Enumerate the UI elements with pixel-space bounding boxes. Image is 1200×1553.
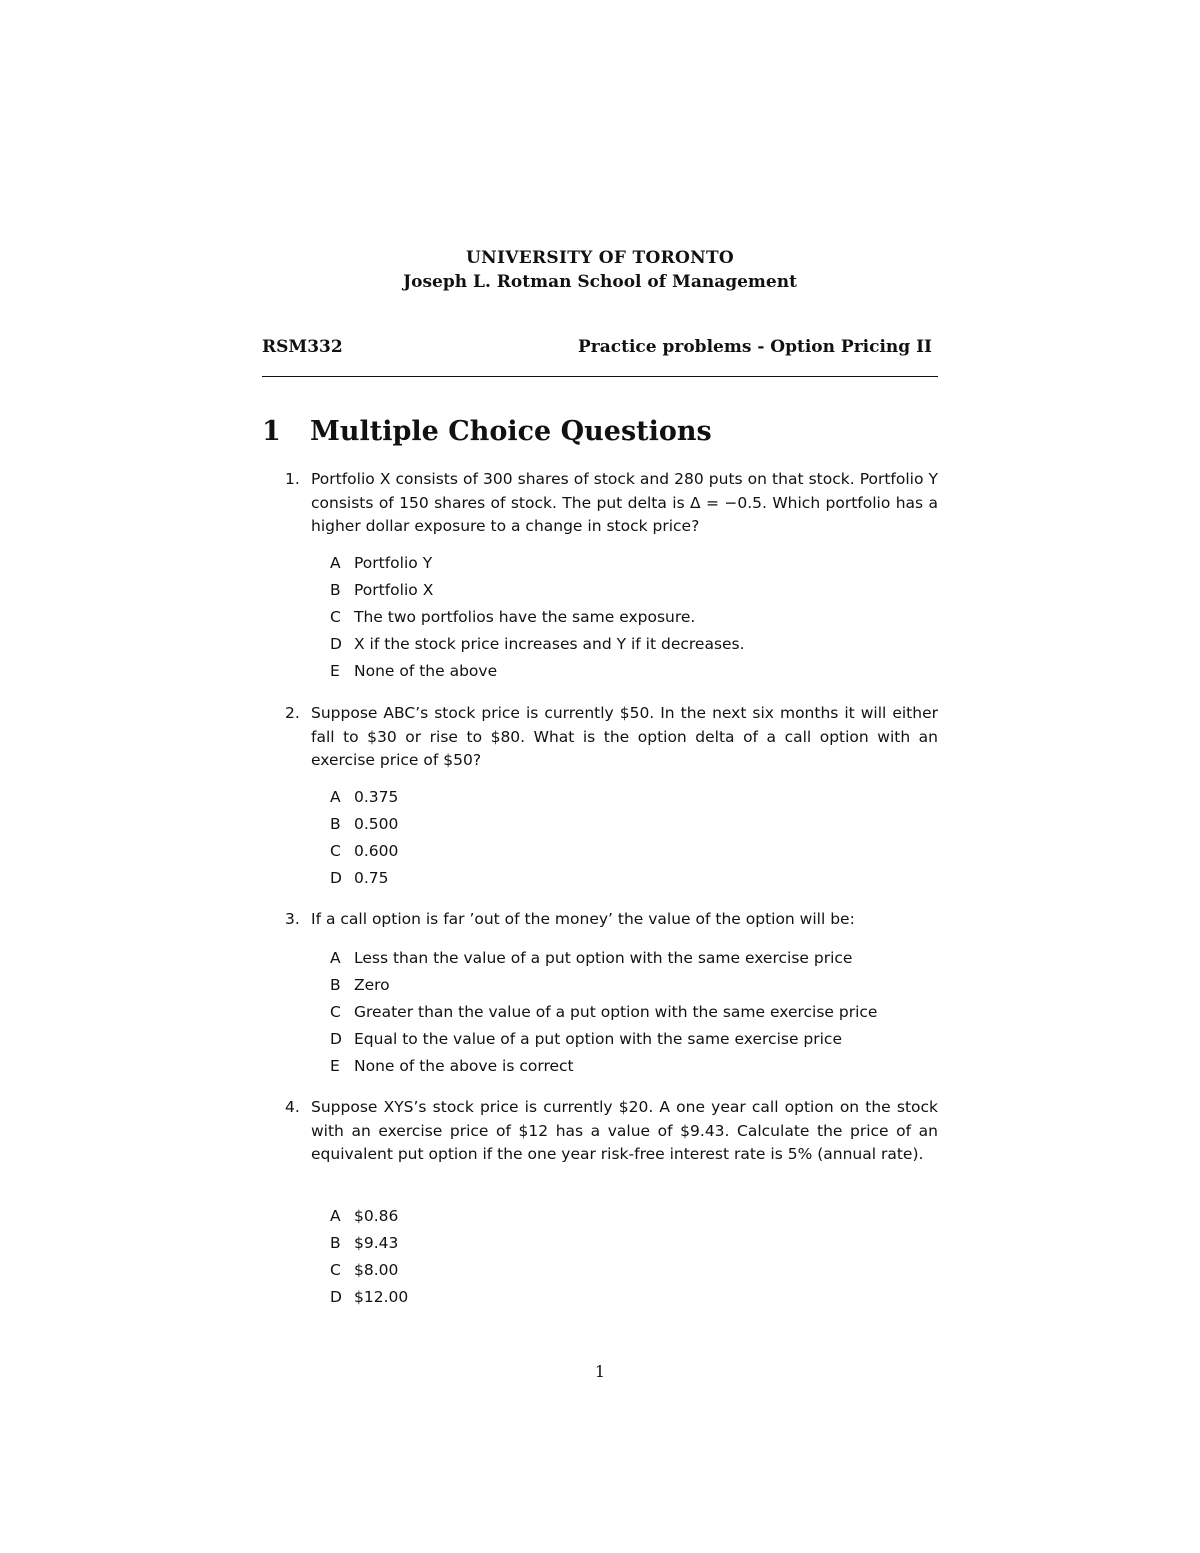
option-letter: C <box>330 1261 341 1279</box>
question-text: Suppose XYS’s stock price is currently $20. A one year call option on the stock with an exercise price of $12 has a value of $9.43. Calculate the price of an equivalent put option if the one year risk-free interest rate is 5% (annual rate). <box>311 1098 938 1163</box>
option-letter: D <box>330 869 342 887</box>
option-text: None of the above is correct <box>354 1057 574 1075</box>
option-item <box>330 1053 877 1080</box>
question-text: Suppose ABC’s stock price is currently $50. In the next six months it will either fall to $30 or rise to $80. What is the option delta of a call option with an exercise price of $50? <box>311 704 938 769</box>
question-4 <box>285 1096 938 1167</box>
question-number: 3. <box>285 910 300 928</box>
section-heading <box>262 414 712 450</box>
question-3 <box>285 908 938 932</box>
option-item <box>330 999 877 1026</box>
option-text: 0.375 <box>354 788 399 806</box>
option-item <box>330 838 398 865</box>
question-3-options <box>330 945 877 1080</box>
option-item <box>330 631 745 658</box>
course-code: RSM332 <box>262 337 343 357</box>
question-2 <box>285 702 938 773</box>
option-letter: A <box>330 949 341 967</box>
question-number: 4. <box>285 1098 300 1116</box>
option-text: 0.75 <box>354 869 389 887</box>
option-text: 0.500 <box>354 815 399 833</box>
page-number: 1 <box>594 1362 606 1381</box>
option-item <box>330 1284 408 1311</box>
option-text: Zero <box>354 976 390 994</box>
option-text: Portfolio Y <box>354 554 433 572</box>
option-item <box>330 811 398 838</box>
course-row <box>262 337 938 361</box>
option-letter: C <box>330 1003 341 1021</box>
option-text: Equal to the value of a put option with the same exercise price <box>354 1030 842 1048</box>
option-letter: B <box>330 976 341 994</box>
option-item <box>330 1026 877 1053</box>
document-title: Practice problems - Option Pricing II <box>578 337 932 357</box>
option-item <box>330 1203 408 1230</box>
option-letter: B <box>330 581 341 599</box>
option-text: The two portfolios have the same exposure. <box>354 608 696 626</box>
option-text: $8.00 <box>354 1261 399 1279</box>
question-number: 1. <box>285 470 300 488</box>
question-4-options <box>330 1203 408 1311</box>
section-title: Multiple Choice Questions <box>310 416 712 447</box>
option-text: 0.600 <box>354 842 399 860</box>
option-letter: C <box>330 608 341 626</box>
option-letter: A <box>330 788 341 806</box>
question-1-options <box>330 550 745 685</box>
question-text: Portfolio X consists of 300 shares of stock and 280 puts on that stock. Portfolio Y consists of 150 shares of stock. The put delta is Δ = −0.5. Which portfolio has a higher dollar exposure to a change in stock price? <box>311 470 938 535</box>
option-text: $12.00 <box>354 1288 409 1306</box>
university-name: UNIVERSITY OF TORONTO <box>465 248 734 268</box>
question-1 <box>285 468 938 539</box>
question-text: If a call option is far ’out of the money’ the value of the option will be: <box>311 910 855 928</box>
question-number: 2. <box>285 704 300 722</box>
option-text: $9.43 <box>354 1234 399 1252</box>
option-item <box>330 658 745 685</box>
option-text: $0.86 <box>354 1207 399 1225</box>
option-letter: D <box>330 635 342 653</box>
option-letter: A <box>330 554 341 572</box>
option-text: Portfolio X <box>354 581 434 599</box>
option-letter: E <box>330 1057 340 1075</box>
school-name: Joseph L. Rotman School of Management <box>403 272 797 292</box>
option-item <box>330 945 877 972</box>
question-2-options <box>330 784 398 892</box>
option-item <box>330 604 745 631</box>
document-header <box>262 246 938 294</box>
option-letter: C <box>330 842 341 860</box>
option-letter: D <box>330 1288 342 1306</box>
option-letter: B <box>330 815 341 833</box>
option-item <box>330 1230 408 1257</box>
option-text: None of the above <box>354 662 498 680</box>
option-item <box>330 972 877 999</box>
option-text: Greater than the value of a put option with the same exercise price <box>354 1003 878 1021</box>
option-item <box>330 865 398 892</box>
option-letter: E <box>330 662 340 680</box>
option-letter: A <box>330 1207 341 1225</box>
option-letter: D <box>330 1030 342 1048</box>
option-letter: B <box>330 1234 341 1252</box>
option-item <box>330 550 745 577</box>
option-item <box>330 577 745 604</box>
option-text: Less than the value of a put option with the same exercise price <box>354 949 853 967</box>
option-item <box>330 1257 408 1284</box>
section-number: 1 <box>262 416 281 447</box>
option-item <box>330 784 398 811</box>
option-text: X if the stock price increases and Y if it decreases. <box>354 635 745 653</box>
header-divider <box>262 376 938 377</box>
